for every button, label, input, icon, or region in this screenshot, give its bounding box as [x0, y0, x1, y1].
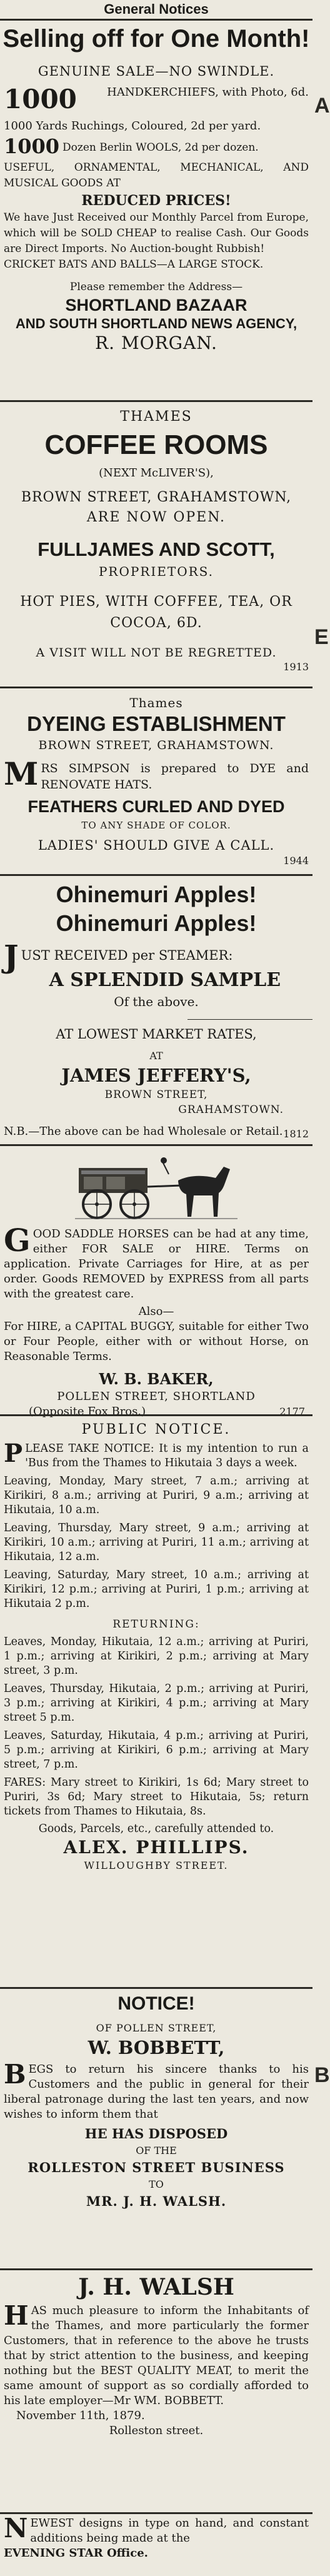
dropcap: H [4, 2300, 29, 2331]
return-thursday: Leaves, Thursday, Hikutaia, 2 p.m.; arriving at Puriri, 3 p.m.; arriving at Kirikiri, 4 p.m.; arriving at Mary street 5 p.m. [4, 1683, 309, 1724]
of-pollen: OF POLLEN STREET, [96, 2022, 217, 2034]
bazaar-name: SHORTLAND BAZAAR [65, 296, 248, 314]
goods: Goods, Parcels, etc., carefully attended to. [38, 1823, 274, 1835]
place: Thames [129, 695, 183, 710]
proprietors: PROPRIETORS. [98, 564, 214, 579]
divider [0, 1144, 312, 1146]
ad-number: 2177 [279, 1406, 305, 1417]
splendid: A SPLENDID SAMPLE [49, 969, 281, 991]
header [0, 1, 312, 18]
edge-fragment: E [314, 625, 329, 649]
ad-number: 1913 [283, 661, 309, 673]
date: November 11th, 1879. [16, 2409, 145, 2422]
owner: R. MORGAN. [95, 333, 218, 353]
ad-bobbett-notice [0, 1992, 312, 2211]
divider [0, 1414, 312, 1416]
address: POLLEN STREET, SHORTLAND [57, 1390, 256, 1403]
street: BROWN STREET, [104, 1089, 208, 1101]
reduced-prices: REDUCED PRICES! [81, 193, 231, 209]
above: Of the above. [114, 994, 199, 1009]
open: ARE NOW OPEN. [86, 510, 226, 525]
remember: Please remember the Address— [69, 281, 243, 293]
edge-fragment: A [314, 94, 330, 118]
fares: FARES: Mary street to Kirikiri, 1s 6d; Mary street to Puriri, 3s 6d; Mary street to Hikutaia, 5s; return tickets from Thames to Hikutaia, 8s. [4, 1776, 309, 1818]
town: GRAHAMSTOWN. [178, 1104, 284, 1116]
firm: FULLJAMES AND SCOTT, [38, 538, 275, 560]
dropcap: J [4, 938, 19, 975]
evening-star-office: EVENING STAR Office. [4, 2547, 148, 2560]
street: WILLOUGHBY STREET. [84, 1859, 229, 1871]
leaving-saturday: Leaving, Saturday, Mary street, 10 a.m.; arriving at Kirikiri, 12 p.m.; arriving at Puriri, 1 p.m.; arriving at Hikutaia 2 p.m. [4, 1569, 309, 1610]
shade: TO ANY SHADE OF COLOR. [81, 820, 231, 831]
qty-1000: 1000 [4, 84, 77, 114]
return-saturday: Leaves, Saturday, Hikutaia, 4 p.m.; arriving at Puriri, 5 p.m.; arriving at Kirikiri, 6 p.m.; arriving at Mary street, 7 p.m. [4, 1729, 309, 1771]
divider [0, 400, 312, 402]
leaving-thursday: Leaving, Thursday, Mary street, 9 a.m.; arriving at Kirikiri, 10 a.m.; arriving at Puriri, 11 a.m.; arriving at Hikutaia, 12 a.m. [4, 1522, 309, 1563]
ad-newest-designs [0, 2513, 312, 2561]
feathers: FEATHERS CURLED AND DYED [28, 797, 285, 816]
to: TO [149, 2178, 164, 2190]
notice-title: NOTICE! [118, 1993, 195, 2014]
place: THAMES [120, 409, 192, 425]
ad-apples [0, 880, 312, 1140]
dropcap: G [4, 1222, 31, 1259]
return-monday: Leaves, Monday, Hikutaia, 12 a.m.; arriving at Puriri, 1 p.m.; arriving at Kirikiri, 2 p.m.; arriving at Mary street, 3 p.m. [4, 1636, 309, 1677]
divider [0, 1987, 312, 1989]
returning: RETURNING: [112, 1618, 200, 1631]
ad-public-notice [0, 1421, 312, 1873]
line-useful: USEFUL, ORNAMENTAL, MECHANICAL, AND MUSICAL GOODS AT [4, 161, 309, 189]
bobbett-name: W. BOBBETT, [88, 2037, 225, 2058]
dropcap: B [4, 2059, 26, 2090]
ladies: LADIES' SHOULD GIVE A CALL. [38, 838, 275, 853]
cricket: CRICKET BATS AND BALLS—A LARGE STOCK. [4, 258, 264, 271]
dropcap: N [4, 2513, 28, 2543]
footer-para: EWEST designs in type on hand, and constant additions being made at the [30, 2517, 309, 2545]
just-received: UST RECEIVED per STEAMER: [21, 948, 233, 963]
disposed: HE HAS DISPOSED [84, 2126, 228, 2141]
divider [0, 2268, 312, 2270]
visit: A VISIT WILL NOT BE REGRETTED. [36, 646, 277, 660]
ad-shortland-bazaar [0, 24, 312, 354]
walsh-name: J. H. WALSH [78, 2274, 234, 2300]
at: AT [149, 1050, 163, 1062]
qty-1000-b: 1000 [4, 134, 60, 158]
notice-title: PUBLIC NOTICE. [81, 1422, 231, 1437]
ad-saddle-horses [0, 1222, 312, 1419]
walsh: MR. J. H. WALSH. [86, 2193, 227, 2209]
bobbett-para: EGS to return his sincere thanks to his Customers and the public in general for their liberal patronage during the last ten years, and now wishes to inform them that [4, 2063, 309, 2121]
street: BROWN STREET, GRAHAMSTOWN. [38, 738, 274, 752]
saddle-para: OOD SADDLE HORSES can be had at any time, either FOR SALE or HIRE. Terms on application. Private Carriages for Hire, at as per order. Goods REMOVED by EXPRESS from all parts with the greatest care. [4, 1227, 309, 1301]
ad-dyeing [0, 694, 312, 867]
street: Rolleston street. [109, 2424, 204, 2437]
notice-intro: LEASE TAKE NOTICE: It is my intention to run a 'Bus from the Thames to Hikutaia 3 days a week. [25, 1442, 309, 1469]
opposite: (Opposite Fox Bros.) [29, 1405, 146, 1418]
phillips: ALEX. PHILLIPS. [63, 1837, 249, 1858]
line-wools: Dozen Berlin WOOLS, 2d per dozen. [62, 141, 259, 154]
dyeing-title: DYEING ESTABLISHMENT [27, 712, 286, 735]
genuine-sale: GENUINE SALE—NO SWINDLE. [38, 64, 275, 79]
also: Also— [138, 1305, 174, 1318]
handkerchiefs: HANDKERCHIEFS, with Photo, 6d. [107, 86, 309, 99]
walsh-para: AS much pleasure to inform the Inhabitants of the Thames, and more particularly the former Customers, that in reference to the above he trusts that by strict attention to the business, and keeping nothing but the BEST QUALITY MEAT, to merit the same amount of support as so cordially afforded to his late employer—Mr WM. BOBBETT. [4, 2304, 309, 2407]
of-the: OF THE [136, 2145, 177, 2156]
ad-walsh [0, 2273, 312, 2438]
next-to: (NEXT McLIVER'S), [99, 466, 214, 480]
dropcap: P [4, 1439, 23, 1468]
jeffery: JAMES JEFFERY'S, [61, 1065, 251, 1086]
page-title: General Notices [104, 1, 209, 17]
headline: Selling off for One Month! [2, 25, 310, 53]
leaving-monday: Leaving, Monday, Mary street, 7 a.m.; arriving at Kirikiri, 8 a.m.; arriving at Puriri, 9 a.m.; arriving at Hikutaia, 10 a.m. [4, 1475, 309, 1516]
divider [0, 687, 312, 688]
apples-heading-1: Ohinemuri Apples! [56, 882, 257, 907]
divider [0, 2512, 312, 2514]
horse-cart-illustration [75, 1155, 238, 1221]
coffee-title: COFFEE ROOMS [44, 430, 268, 460]
ad-number: 1944 [283, 855, 309, 867]
buggy-hire: For HIRE, a CAPITAL BUGGY, suitable for either Two or Four People, either with or without Horse, on Reasonable Terms. [4, 1320, 309, 1363]
baker: W. B. BAKER, [99, 1370, 214, 1388]
dyeing-body [4, 755, 309, 793]
divider [0, 874, 312, 876]
lowest-rates: AT LOWEST MARKET RATES, [56, 1027, 257, 1042]
nb: N.B.—The above can be had Wholesale or Retail. [4, 1125, 283, 1138]
divider [0, 19, 312, 21]
hot-pies: HOT PIES, WITH COFFEE, TEA, OR COCOA, 6D. [20, 594, 292, 631]
bazaar-para: We have Just Received our Monthly Parcel from Europe, which will be SOLD CHEAP to realise Cash. Our Goods are Direct Imports. No Auction-bought Rubbish! [4, 211, 309, 255]
ad-number: 1812 [283, 1128, 309, 1140]
line-yards: 1000 Yards Ruchings, Coloured, 2d per yard. [4, 119, 261, 133]
street: BROWN STREET, GRAHAMSTOWN, [21, 490, 292, 505]
apples-heading-2: Ohinemuri Apples! [56, 910, 257, 936]
news-agency: AND SOUTH SHORTLAND NEWS AGENCY, [15, 316, 298, 331]
rolleston: ROLLESTON STREET BUSINESS [28, 2160, 285, 2175]
dyeing-para: RS SIMPSON is prepared to DYE and RENOVATE HATS. [41, 762, 309, 792]
edge-fragment: B [314, 2063, 330, 2087]
divider [188, 1019, 312, 1020]
ad-coffee-rooms [0, 408, 312, 673]
dropcap: M [4, 755, 39, 792]
